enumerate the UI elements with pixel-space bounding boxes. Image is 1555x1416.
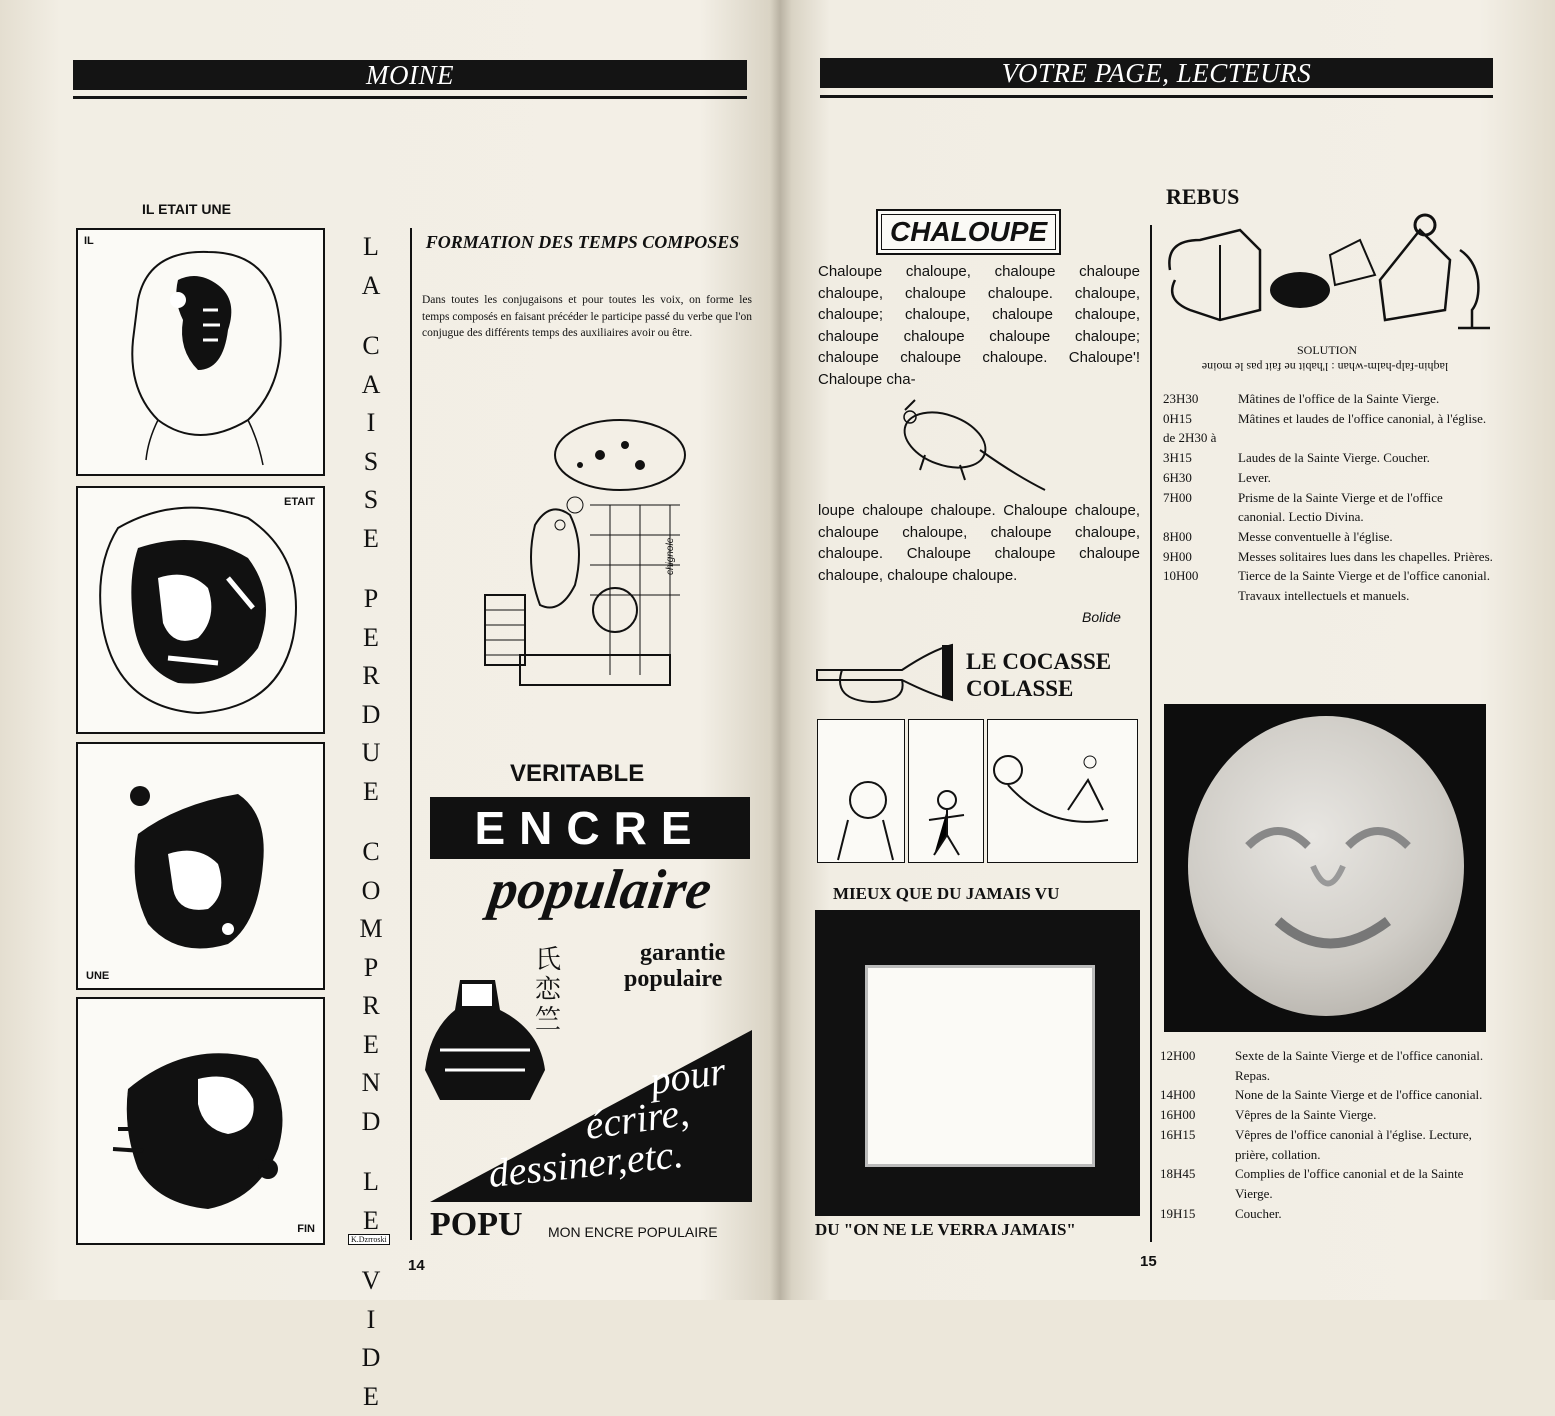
schedule-desc: Complies de l'office canonial et de la Sainte Vierge. xyxy=(1235,1166,1464,1201)
solution-label: SOLUTION xyxy=(1297,343,1357,357)
schedule-row xyxy=(1163,428,1493,448)
ad-pour: pour xyxy=(647,1047,729,1104)
comic-panel-3 xyxy=(76,742,325,990)
schedule-desc: Sexte de la Sainte Vierge et de l'office canonial. Repas. xyxy=(1235,1048,1484,1083)
schedule-time: 8H00 xyxy=(1163,528,1192,544)
schedule-top xyxy=(1163,389,1493,606)
schedule-time: 9H00 xyxy=(1163,548,1192,564)
abstract-drawing xyxy=(78,488,323,732)
bugle-icon xyxy=(812,640,957,710)
schedule-bottom xyxy=(1160,1046,1490,1223)
strip-panel-3 xyxy=(987,719,1138,863)
schedule-time: 18H45 xyxy=(1160,1166,1196,1182)
schedule-desc: Travaux intellectuels et manuels. xyxy=(1238,588,1410,604)
column-rule xyxy=(1150,225,1152,1242)
schedule-row xyxy=(1163,468,1493,488)
article-text: Dans toutes les conjugaisons et pour toutes les voix, on forme les temps composés en faisant précéder le participe passé du verbe que l'on conjugue des différents temps des auxiliaires avoir ou être. xyxy=(422,294,752,339)
ad-populaire-script: populaire xyxy=(485,859,716,921)
schedule-desc: Coucher. xyxy=(1235,1205,1282,1221)
left-page-header: MOINE xyxy=(73,60,747,90)
signature: K.Dzrroski xyxy=(348,1234,390,1245)
ad-ecrire: écrire, xyxy=(582,1088,692,1149)
panel-label: UNE xyxy=(86,970,110,982)
comic-title: IL ETAIT UNE xyxy=(142,201,231,217)
schedule-row xyxy=(1163,547,1493,567)
schedule-row xyxy=(1160,1204,1490,1224)
chaloupe-title-box xyxy=(876,209,1061,255)
schedule-row xyxy=(1160,1085,1490,1105)
ad-tagline: MON ENCRE POPULAIRE xyxy=(548,1224,718,1240)
schedule-desc: Mâtines et laudes de l'office canonial, à l'église. xyxy=(1238,410,1487,426)
schedule-time: 7H00 xyxy=(1163,489,1192,505)
column-rule xyxy=(410,228,412,1240)
schedule-time: 0H15 xyxy=(1163,410,1192,426)
solution-text: laqhin-falp-halm-whan : l'habit ne fait pas le moine xyxy=(1201,360,1449,374)
schedule-row xyxy=(1160,1105,1490,1125)
panel-label: FIN xyxy=(297,1223,315,1235)
header-rule xyxy=(73,96,747,99)
schedule-time: 16H15 xyxy=(1160,1126,1196,1142)
ad-brand: POPU xyxy=(430,1206,523,1243)
schedule-time: 16H00 xyxy=(1160,1107,1196,1123)
schedule-row xyxy=(1160,1125,1490,1164)
ad-veritable: VERITABLE xyxy=(510,760,645,787)
schedule-row xyxy=(1163,409,1493,429)
schedule-desc: Mâtines de l'office de la Sainte Vierge. xyxy=(1238,391,1440,406)
schedule-time: 6H30 xyxy=(1163,469,1192,485)
schedule-desc: Lever. xyxy=(1238,469,1271,485)
ad-dessiner: dessiner,etc. xyxy=(486,1130,686,1197)
page-number-left: 14 xyxy=(408,1257,425,1274)
ad-chinese-glyphs: 氏 恋 竺 xyxy=(535,945,562,1034)
schedule-desc: Tierce de la Sainte Vierge et de l'office canonial. xyxy=(1238,568,1490,584)
chaloupe-text-2: loupe chaloupe chaloupe. Chaloupe chaloupe, chaloupe chaloupe, chaloupe chaloupe, chaloupe. Chaloupe chaloupe chaloupe chaloupe, chaloupe chaloupe. xyxy=(818,502,1140,584)
schedule-time: 12H00 xyxy=(1160,1048,1196,1063)
empty-frame-center xyxy=(865,965,1095,1167)
schedule-row xyxy=(1163,488,1493,527)
schedule-row xyxy=(1163,389,1493,409)
strip-panel-1 xyxy=(817,719,905,863)
rebus-title: REBUS xyxy=(1166,184,1240,209)
cocasse-title-1: LE COCASSE xyxy=(966,649,1112,674)
panel-label: ETAIT xyxy=(284,496,315,508)
schedule-time xyxy=(1163,586,1238,606)
schedule-row xyxy=(1160,1164,1490,1203)
comic-panel-2 xyxy=(76,486,325,734)
ornate-frame xyxy=(815,910,1140,1216)
panel-label: IL xyxy=(84,235,94,247)
chaloupe-title: CHALOUPE xyxy=(881,214,1056,250)
schedule-time: 14H00 xyxy=(1160,1087,1196,1103)
ad-garantie: garantie xyxy=(640,940,726,966)
schedule-desc xyxy=(1238,428,1493,448)
face-drawing xyxy=(78,230,323,474)
mieux-caption: DU "ON NE LE VERRA JAMAIS" xyxy=(815,1220,1076,1239)
schedule-time: 19H15 xyxy=(1160,1205,1196,1221)
schedule-time: 3H15 xyxy=(1163,450,1192,466)
schedule-desc: Messes solitaires lues dans les chapelles. Prières. xyxy=(1238,548,1493,564)
schedule-desc: Laudes de la Sainte Vierge. Coucher. xyxy=(1238,450,1430,466)
schedule-row xyxy=(1163,448,1493,468)
page-number-right: 15 xyxy=(1140,1253,1157,1270)
moon-face-photo xyxy=(1164,704,1486,1032)
abstract-drawing xyxy=(78,744,323,988)
schedule-desc: Prisme de la Sainte Vierge et de l'office canonial. Lectio Divina. xyxy=(1238,489,1443,525)
vertical-text: L A C A I S S E P E R D U E C O M P R E N D L E V I D E xyxy=(359,232,383,1411)
schedule-time: de 2H30 à xyxy=(1163,430,1217,446)
schedule-desc: Vêpres de l'office canonial à l'église. Lecture, prière, collation. xyxy=(1235,1126,1472,1162)
schedule-row xyxy=(1163,527,1493,547)
schedule-row xyxy=(1163,566,1493,586)
abstract-drawing xyxy=(78,999,323,1243)
cartoon-signature: chignole xyxy=(665,537,676,575)
cocasse-title-2: COLASSE xyxy=(966,676,1074,701)
rat-illustration xyxy=(885,395,1055,500)
schedule-desc: Messe conventuelle à l'église. xyxy=(1238,528,1393,544)
rebus-picture xyxy=(1160,210,1495,335)
schedule-desc: Vêpres de la Sainte Vierge. xyxy=(1235,1107,1377,1123)
comic-panel-4 xyxy=(76,997,325,1245)
comic-panel-1 xyxy=(76,228,325,476)
author: Bolide xyxy=(1082,609,1121,625)
ad-populaire2: populaire xyxy=(624,966,723,992)
header-rule xyxy=(820,95,1493,98)
strip-panel-2 xyxy=(908,719,984,863)
article-title: FORMATION DES TEMPS COMPOSES xyxy=(425,232,740,252)
mieux-title: MIEUX QUE DU JAMAIS VU xyxy=(833,884,1060,903)
schedule-row xyxy=(1160,1046,1490,1085)
schedule-time: 23H30 xyxy=(1163,391,1199,406)
schedule-time: 10H00 xyxy=(1163,568,1199,584)
schedule-row xyxy=(1163,586,1493,606)
dishwashing-cartoon xyxy=(480,415,690,695)
chaloupe-text-1: Chaloupe chaloupe, chaloupe chaloupe chaloupe, chaloupe chaloupe. chaloupe, chaloupe; chaloupe, chaloupe chaloupe, chaloupe chaloupe chaloupe chaloupe; chaloupe chaloupe chaloupe. Chaloupe'! Chaloupe cha- xyxy=(818,263,1140,388)
moon-face xyxy=(1188,716,1464,1016)
right-page-header: VOTRE PAGE, LECTEURS xyxy=(820,58,1493,88)
schedule-desc: None de la Sainte Vierge et de l'office canonial. xyxy=(1235,1087,1483,1103)
ad-encre: ENCRE xyxy=(430,797,750,859)
